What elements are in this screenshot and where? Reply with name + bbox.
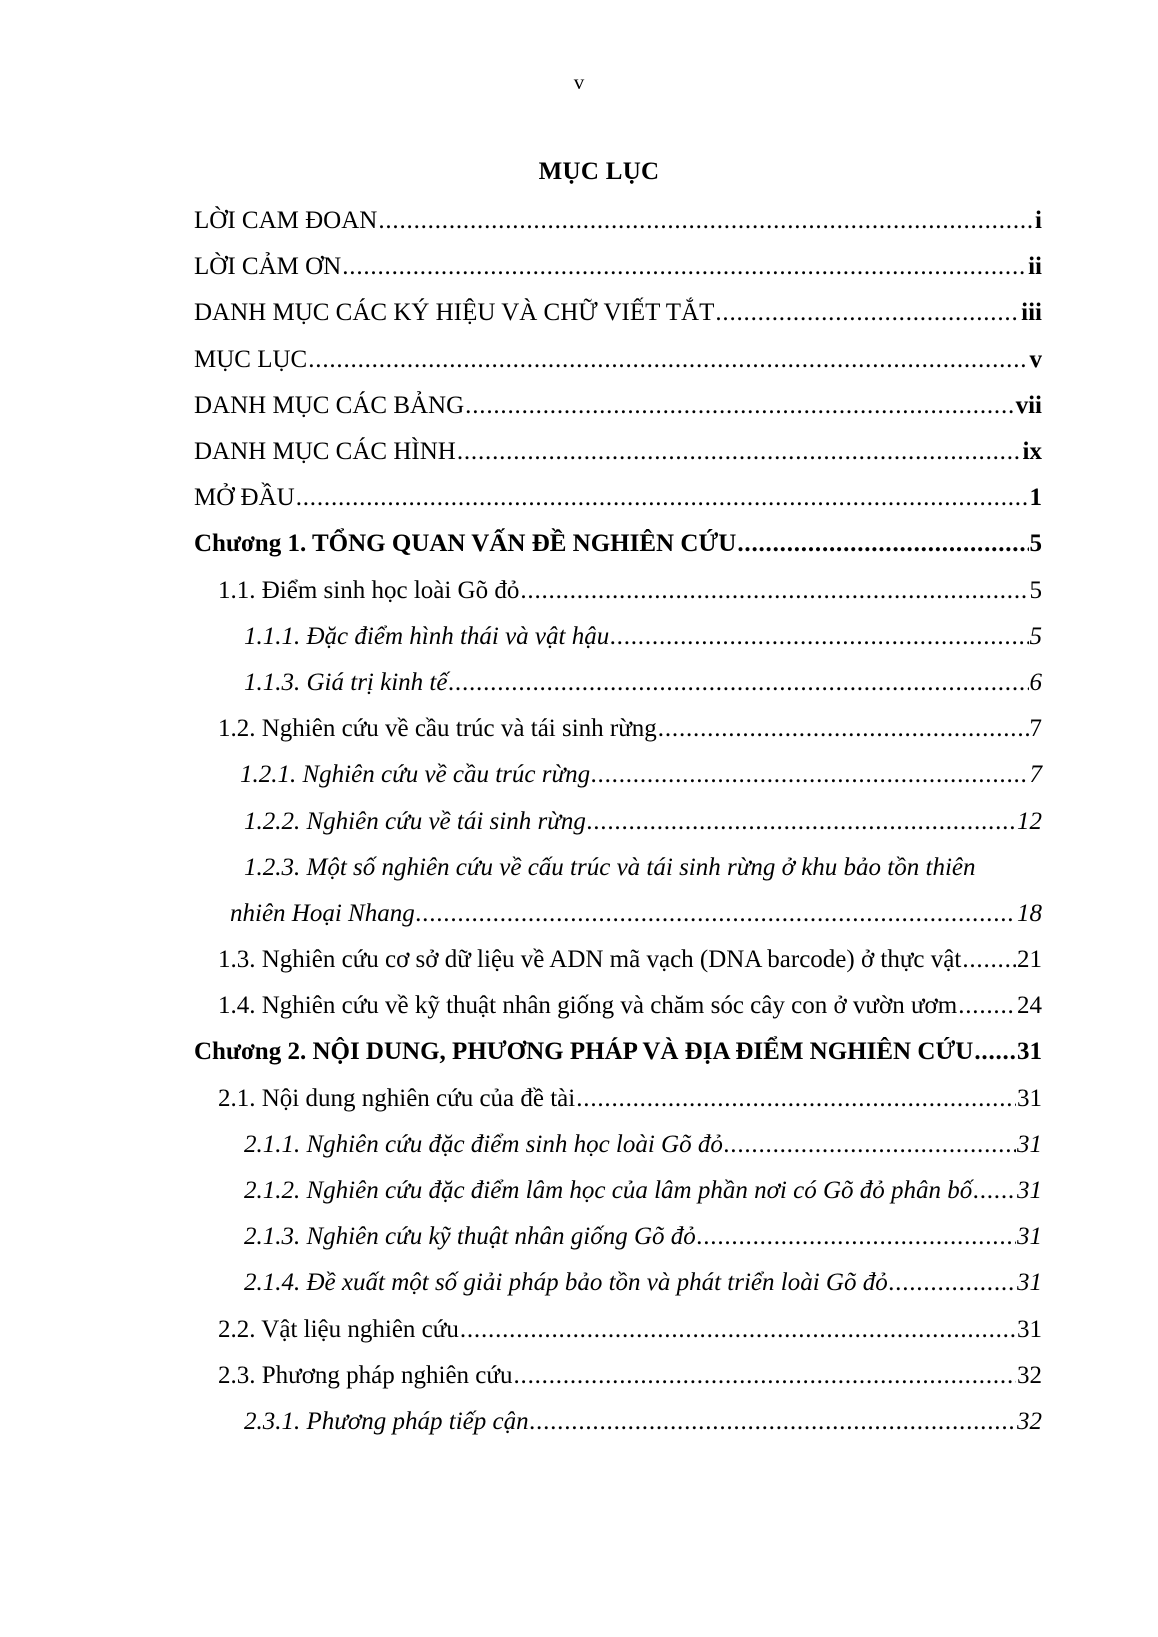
dot-leader	[308, 346, 1028, 374]
entry-page: 21	[1017, 946, 1042, 974]
dot-leader	[658, 715, 1029, 743]
entry-label: 1.1.1. Đặc điểm hình thái và vật hậu	[244, 622, 610, 650]
entry-label: 2.1.2. Nghiên cứu đặc điểm lâm học của lâm phần nơi có Gõ đỏ phân bố	[244, 1177, 973, 1205]
toc-entry-danh-muc-hinh[interactable]	[0, 429, 1158, 475]
dot-leader	[973, 1177, 1016, 1205]
entry-page: i	[1035, 207, 1042, 235]
entry-page: 31	[1017, 1038, 1042, 1066]
dot-leader	[416, 900, 1016, 928]
toc-entry-1-4[interactable]	[0, 983, 1158, 1029]
dot-leader	[715, 299, 1020, 327]
entry-label: DANH MỤC CÁC KÝ HIỆU VÀ CHỮ VIẾT TẮT	[194, 299, 715, 327]
entry-page: ii	[1028, 253, 1042, 281]
entry-page: iii	[1021, 299, 1042, 327]
toc-entry-1-2-3[interactable]	[0, 845, 1158, 891]
toc-entry-loi-cam-on[interactable]	[0, 244, 1158, 290]
toc-entry-chuong-2[interactable]	[0, 1029, 1158, 1075]
entry-page: 5	[1029, 622, 1042, 650]
entry-label: 2.3.1. Phương pháp tiếp cận	[244, 1407, 529, 1435]
dot-leader	[460, 1316, 1016, 1344]
entry-page: 18	[1017, 899, 1042, 927]
dot-leader	[378, 207, 1034, 235]
entry-label: DANH MỤC CÁC BẢNG	[194, 391, 465, 419]
entry-label: 1.3. Nghiên cứu cơ sở dữ liệu về ADN mã vạch (DNA barcode) ở thực vật	[218, 946, 962, 974]
entry-page: 31	[1017, 1269, 1042, 1297]
entry-page: 31	[1017, 1223, 1042, 1251]
entry-page: 31	[1017, 1315, 1042, 1343]
page-number: v	[573, 70, 585, 94]
toc-entry-2-1-3[interactable]	[0, 1214, 1158, 1260]
toc-title: MỤC LỤC	[538, 158, 660, 185]
toc-entry-2-3[interactable]	[0, 1353, 1158, 1399]
entry-page: v	[1029, 345, 1042, 373]
dot-leader	[737, 530, 1028, 558]
entry-label: LỜI CẢM ƠN	[194, 253, 342, 281]
entry-page: ix	[1022, 438, 1042, 466]
entry-page: 32	[1017, 1407, 1042, 1435]
dot-leader	[513, 1362, 1016, 1390]
dot-leader	[448, 669, 1028, 697]
entry-page: 5	[1029, 530, 1042, 558]
toc-entry-2-1[interactable]	[0, 1076, 1158, 1122]
dot-leader	[342, 253, 1027, 281]
entry-page: 31	[1017, 1130, 1042, 1158]
table-of-contents	[0, 198, 1158, 1445]
dot-leader	[962, 946, 1016, 974]
dot-leader	[520, 577, 1028, 605]
toc-entry-2-1-1[interactable]	[0, 1122, 1158, 1168]
toc-entry-1-1-1[interactable]	[0, 614, 1158, 660]
toc-entry-2-2[interactable]	[0, 1307, 1158, 1353]
toc-entry-loi-cam-doan[interactable]	[0, 198, 1158, 244]
entry-label: 2.2. Vật liệu nghiên cứu	[218, 1315, 459, 1343]
toc-entry-mo-dau[interactable]	[0, 475, 1158, 521]
dot-leader	[465, 392, 1014, 420]
entry-label: 1.2. Nghiên cứu về cầu trúc và tái sinh rừng	[218, 715, 657, 743]
entry-page: 1	[1029, 484, 1042, 512]
toc-entry-1-2-3-continued[interactable]	[0, 891, 1158, 937]
dot-leader	[697, 1223, 1016, 1251]
dot-leader	[530, 1408, 1016, 1436]
dot-leader	[889, 1269, 1016, 1297]
toc-entry-1-1-3[interactable]	[0, 660, 1158, 706]
dot-leader	[958, 992, 1016, 1020]
toc-entry-1-2-2[interactable]	[0, 798, 1158, 844]
toc-entry-1-1[interactable]	[0, 568, 1158, 614]
entry-page: 12	[1017, 807, 1042, 835]
toc-entry-1-2[interactable]	[0, 706, 1158, 752]
entry-label: Chương 1. TỔNG QUAN VẤN ĐỀ NGHIÊN CỨU	[194, 530, 737, 558]
entry-label-continued: nhiên Hoại Nhang	[230, 899, 415, 927]
entry-label: Chương 2. NỘI DUNG, PHƯƠNG PHÁP VÀ ĐỊA ĐIỂM NGHIÊN CỨU	[194, 1038, 974, 1066]
dot-leader	[974, 1038, 1016, 1066]
toc-entry-2-1-2[interactable]	[0, 1168, 1158, 1214]
entry-label: MỤC LỤC	[194, 345, 308, 373]
entry-label: 1.2.1. Nghiên cứu về cầu trúc rừng	[240, 761, 591, 789]
entry-page: 7	[1029, 715, 1042, 743]
entry-page: 24	[1017, 992, 1042, 1020]
entry-label: DANH MỤC CÁC HÌNH	[194, 438, 456, 466]
dot-leader	[576, 1085, 1016, 1113]
entry-page: 5	[1029, 576, 1042, 604]
dot-leader	[591, 761, 1028, 789]
entry-label: 1.1.3. Giá trị kinh tế	[244, 668, 448, 696]
entry-label: MỞ ĐẦU	[194, 484, 295, 512]
entry-page: vii	[1015, 391, 1042, 419]
entry-label: 1.2.3. Một số nghiên cứu về cấu trúc và tái sinh rừng ở khu bảo tồn thiên	[244, 853, 976, 881]
dot-leader	[296, 484, 1029, 512]
toc-entry-chuong-1[interactable]	[0, 521, 1158, 567]
entry-label: 2.1.3. Nghiên cứu kỹ thuật nhân giống Gõ đỏ	[244, 1223, 696, 1251]
toc-entry-muc-luc[interactable]	[0, 337, 1158, 383]
toc-entry-1-3[interactable]	[0, 937, 1158, 983]
dot-leader	[587, 808, 1016, 836]
entry-page: 32	[1017, 1361, 1042, 1389]
entry-label: 2.1.1. Nghiên cứu đặc điểm sinh học loài Gõ đỏ	[244, 1130, 723, 1158]
entry-label: 1.4. Nghiên cứu về kỹ thuật nhân giống và chăm sóc cây con ở vườn ươm	[218, 992, 958, 1020]
toc-entry-danh-muc-bang[interactable]	[0, 383, 1158, 429]
entry-label: 1.1. Điểm sinh học loài Gõ đỏ	[218, 576, 520, 604]
entry-label: LỜI CAM ĐOAN	[194, 207, 378, 235]
entry-page: 31	[1017, 1177, 1042, 1205]
entry-label: 2.1. Nội dung nghiên cứu của đề tài	[218, 1084, 576, 1112]
entry-page: 31	[1017, 1084, 1042, 1112]
toc-entry-danh-muc-ky-hieu[interactable]	[0, 290, 1158, 336]
toc-entry-1-2-1[interactable]	[0, 752, 1158, 798]
entry-page: 7	[1029, 761, 1042, 789]
dot-leader	[724, 1131, 1016, 1159]
entry-page: 6	[1029, 668, 1042, 696]
dot-leader	[457, 438, 1022, 466]
dot-leader	[610, 623, 1028, 651]
entry-label: 1.2.2. Nghiên cứu về tái sinh rừng	[244, 807, 586, 835]
entry-label: 2.1.4. Đề xuất một số giải pháp bảo tồn và phát triển loài Gõ đỏ	[244, 1269, 888, 1297]
toc-entry-2-1-4[interactable]	[0, 1260, 1158, 1306]
entry-label: 2.3. Phương pháp nghiên cứu	[218, 1361, 513, 1389]
toc-entry-2-3-1[interactable]	[0, 1399, 1158, 1445]
